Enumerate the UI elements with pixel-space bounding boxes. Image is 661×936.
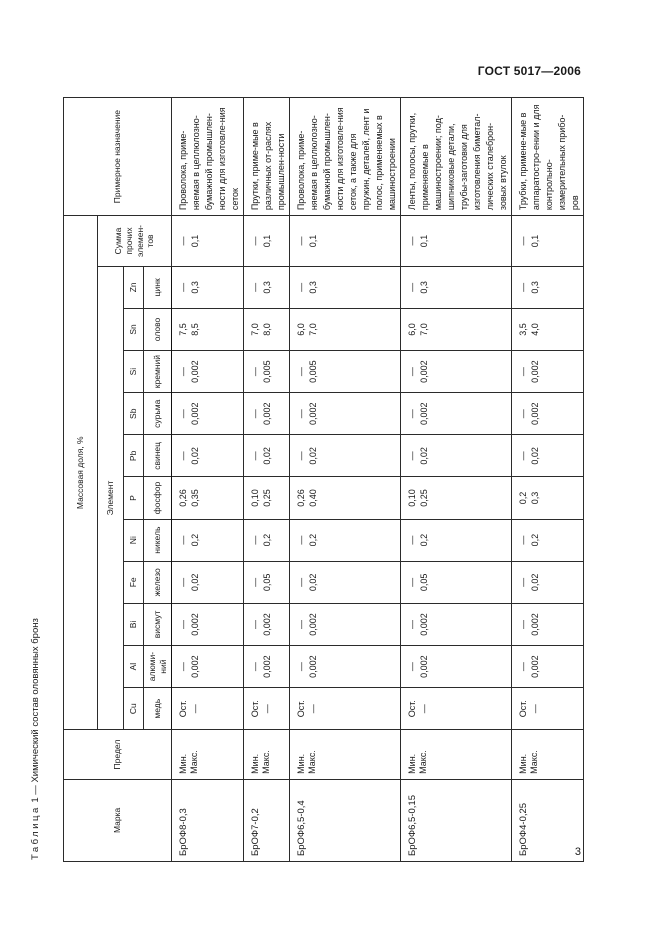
header-grade: Марка [64,779,172,861]
value-cell [244,519,290,561]
min-value: — [296,236,306,246]
value-cell [244,688,290,730]
bronze-grade: БрОФ7-0,2 [244,779,290,861]
min-value: 3,5 [518,323,528,336]
value-cell [290,351,401,393]
value-cell [244,308,290,350]
min-value: — [518,662,528,672]
limit-max-label: Макс. [529,750,540,774]
value-cell [290,561,401,603]
min-value: — [250,409,260,419]
value-cell [172,603,244,645]
limit-min-label: Мин. [250,753,260,774]
usage-description: Трубки, примене-мые в аппаратостро-ении и для контрольно-измерительных прибо-ров [512,98,584,216]
limit-min-label: Мин. [178,753,188,774]
min-value: — [407,236,417,246]
element-name: никель [144,519,172,561]
value-cell [401,561,512,603]
max-value: 8,0 [262,323,272,336]
max-value: 0,25 [262,489,272,507]
max-value: — [262,704,272,714]
max-value: 0,002 [419,655,429,678]
value-cell [512,519,584,561]
max-value: 0,002 [530,613,540,636]
value-cell [512,308,584,350]
value-cell [401,477,512,519]
value-cell [512,603,584,645]
min-value: — [518,577,528,587]
element-name: свинец [144,435,172,477]
element-name: медь [144,688,172,730]
min-value: — [250,367,260,377]
value-cell [512,266,584,308]
min-value: — [296,619,306,629]
min-value: — [178,535,188,545]
value-cell [401,308,512,350]
value-cell [244,351,290,393]
element-name: сурьма [144,393,172,435]
max-value: 0,1 [190,234,200,248]
max-value: — [419,704,429,714]
document-header: ГОСТ 5017—2006 [477,64,581,78]
header-usage: Примерное назначение [64,98,172,216]
limit-min-label: Мин. [296,753,306,774]
max-value: 0,002 [262,655,272,678]
max-value: 0,05 [262,573,272,592]
max-value: 0,02 [308,447,318,465]
limit-min-label: Мин. [518,753,528,774]
max-value: 0,3 [530,491,540,505]
max-value: 7,0 [308,323,318,336]
min-value: — [518,367,528,377]
max-value: 0,002 [530,402,540,426]
element-symbol: Ni [124,519,144,561]
max-value: — [530,704,540,714]
element-name: железо [144,561,172,603]
min-value: 7,0 [250,323,260,336]
min-value: Ост. [518,700,528,718]
header-other-elements-sum: Сумма прочих элемен-тов [98,216,172,267]
value-cell [290,435,401,477]
max-value: 0,1 [530,234,540,248]
min-value: — [518,282,528,292]
min-value: Ост. [178,700,188,718]
element-name: олово [144,308,172,350]
value-cell [172,216,244,267]
max-value: — [190,704,200,714]
header-limit: Предел [64,730,172,780]
element-symbol: Si [124,351,144,393]
min-value: Ост. [250,700,260,718]
value-cell [172,561,244,603]
max-value: 0,2 [190,533,200,547]
value-cell [401,646,512,688]
value-cell [512,477,584,519]
value-cell [172,266,244,308]
table-caption-text: 1 — Химический состав оловянных бронз [30,618,41,806]
value-cell [172,435,244,477]
min-value: — [518,451,528,461]
value-cell [244,216,290,267]
min-value: — [407,282,417,292]
max-value: 0,02 [190,573,200,592]
min-value: 0,10 [250,489,260,507]
min-value: — [178,451,188,461]
min-value: — [296,409,306,419]
min-value: 0,10 [407,489,417,507]
limit-cell [244,730,290,780]
element-symbol: Pb [124,435,144,477]
min-value: Ост. [296,700,306,718]
max-value: 0,005 [308,360,318,383]
table-caption-prefix: Таблица [30,805,41,860]
limit-cell [401,730,512,780]
value-cell [512,561,584,603]
limit-max-label: Макс. [261,750,272,774]
value-cell [290,393,401,435]
min-value: — [518,619,528,629]
max-value: 0,002 [419,360,429,383]
element-name: кремний [144,351,172,393]
page-number: 3 [574,846,581,858]
table-row [401,98,512,862]
element-symbol: P [124,477,144,519]
min-value: 0,26 [178,489,188,507]
max-value: 0,2 [530,533,540,547]
value-cell [401,351,512,393]
usage-description: Проволока, приме-няемая в целлюлозно-бумажной промышлен-ности для изготовле-ния сеток [172,98,244,216]
value-cell [244,393,290,435]
min-value: 6,0 [407,323,417,336]
max-value: 4,0 [530,323,540,336]
max-value: 0,002 [308,655,318,678]
table-caption [30,570,41,860]
element-name: алюми-ний [144,646,172,688]
max-value: 0,02 [308,573,318,592]
max-value: 0,2 [308,533,318,547]
min-value: — [518,236,528,246]
min-value: — [296,451,306,461]
min-value: — [407,577,417,587]
max-value: 0,002 [262,613,272,636]
min-value: — [518,535,528,545]
min-value: — [250,236,260,246]
value-cell [244,435,290,477]
limit-cell [512,730,584,780]
value-cell [512,393,584,435]
max-value: 0,3 [190,281,200,294]
min-value: — [407,367,417,377]
value-cell [512,646,584,688]
element-symbol: Sb [124,393,144,435]
min-value: — [407,619,417,629]
bronze-grade: БрОФ8-0,3 [172,779,244,861]
max-value: 0,002 [530,360,540,383]
value-cell [244,477,290,519]
value-cell [401,216,512,267]
limit-max-label: Макс. [307,750,318,774]
element-symbol: Bi [124,603,144,645]
min-value: — [250,577,260,587]
max-value: 0,02 [530,447,540,465]
max-value: 0,3 [419,281,429,294]
limit-min-label: Мин. [407,753,417,774]
element-symbol: Fe [124,561,144,603]
limit-cell [172,730,244,780]
min-value: — [250,662,260,672]
max-value: 0,002 [419,613,429,636]
value-cell [512,435,584,477]
min-value: 6,0 [296,323,306,336]
max-value: 0,3 [530,281,540,294]
min-value: 0,26 [296,489,306,507]
value-cell [290,603,401,645]
min-value: — [178,619,188,629]
limit-max-label: Макс. [418,750,429,774]
max-value: 0,1 [419,234,429,248]
max-value: 0,02 [530,573,540,592]
max-value: 0,002 [262,402,272,426]
max-value: 7,0 [419,323,429,336]
value-cell [172,477,244,519]
value-cell [401,603,512,645]
min-value: — [250,535,260,545]
min-value: — [250,619,260,629]
value-cell [172,646,244,688]
element-name: фосфор [144,477,172,519]
min-value: — [250,451,260,461]
max-value: 0,2 [419,533,429,547]
max-value: 0,35 [190,489,200,507]
rotated-table-wrapper [63,97,583,862]
bronze-grade: БрОФ6,5-0,15 [401,779,512,861]
min-value: — [296,367,306,377]
element-symbol: Sn [124,308,144,350]
value-cell [401,435,512,477]
max-value: 0,1 [262,234,272,248]
usage-description: Прутки, приме-мые в различных от-раслях промышлен-ности [244,98,290,216]
bronze-grade: БрОФ6,5-0,4 [290,779,401,861]
bronze-grade: БрОФ4-0,25 [512,779,584,861]
value-cell [401,519,512,561]
table-row [244,98,290,862]
min-value: — [296,662,306,672]
max-value: 0,002 [190,613,200,636]
table-row [172,98,244,862]
value-cell [244,603,290,645]
value-cell [512,688,584,730]
value-cell [172,308,244,350]
header-mass-fraction: Массовая доля, % [64,216,98,730]
max-value: 0,002 [190,402,200,426]
value-cell [512,216,584,267]
table-row [512,98,584,862]
max-value: 0,002 [530,655,540,678]
max-value: 0,002 [308,402,318,426]
value-cell [244,561,290,603]
value-cell [172,688,244,730]
max-value: 0,005 [262,360,272,383]
value-cell [290,646,401,688]
min-value: — [407,662,417,672]
max-value: 0,002 [308,613,318,636]
min-value: — [518,409,528,419]
element-symbol: Al [124,646,144,688]
header-element: Элемент [98,266,124,730]
min-value: — [296,282,306,292]
value-cell [172,519,244,561]
value-cell [401,688,512,730]
max-value: 0,3 [262,281,272,294]
max-value: — [308,704,318,714]
max-value: 0,002 [190,655,200,678]
limit-cell [290,730,401,780]
max-value: 0,02 [262,447,272,465]
min-value: 0,2 [518,491,528,505]
min-value: — [250,282,260,292]
value-cell [512,351,584,393]
min-value: — [178,662,188,672]
usage-description: Проволока, приме-няемая в целлюлозно-бумажной промышлен-ности для изготовле-ния сеток, а также для пружин, деталей, лент и полос, применяемых в машиностроении [290,98,401,216]
min-value: — [407,535,417,545]
max-value: 0,2 [262,533,272,547]
max-value: 0,02 [419,447,429,465]
value-cell [172,351,244,393]
min-value: — [178,236,188,246]
value-cell [290,519,401,561]
value-cell [244,646,290,688]
max-value: 0,3 [308,281,318,294]
max-value: 0,002 [419,402,429,426]
value-cell [401,393,512,435]
element-symbol: Cu [124,688,144,730]
min-value: — [296,535,306,545]
value-cell [290,477,401,519]
min-value: Ост. [407,700,417,718]
max-value: 8,5 [190,323,200,336]
min-value: — [296,577,306,587]
table-row [290,98,401,862]
max-value: 0,1 [308,234,318,248]
value-cell [244,266,290,308]
max-value: 0,25 [419,489,429,507]
usage-description: Ленты, полосы, прутки, применяемые в машиностроении; под-шипниковые детали, трубы-заготовки для изготовления биметал-лических сталеброн-зовых втулок [401,98,512,216]
max-value: 0,002 [190,360,200,383]
limit-max-label: Макс. [189,750,200,774]
min-value: — [178,282,188,292]
max-value: 0,05 [419,573,429,592]
min-value: — [407,409,417,419]
min-value: — [178,409,188,419]
min-value: — [178,577,188,587]
value-cell [290,216,401,267]
value-cell [290,266,401,308]
element-name: висмут [144,603,172,645]
min-value: — [178,367,188,377]
value-cell [290,688,401,730]
max-value: 0,02 [190,447,200,465]
min-value: — [407,451,417,461]
max-value: 0,40 [308,489,318,507]
min-value: 7,5 [178,323,188,336]
value-cell [290,308,401,350]
value-cell [172,393,244,435]
element-name: цинк [144,266,172,308]
value-cell [401,266,512,308]
composition-table [63,97,584,862]
element-symbol: Zn [124,266,144,308]
